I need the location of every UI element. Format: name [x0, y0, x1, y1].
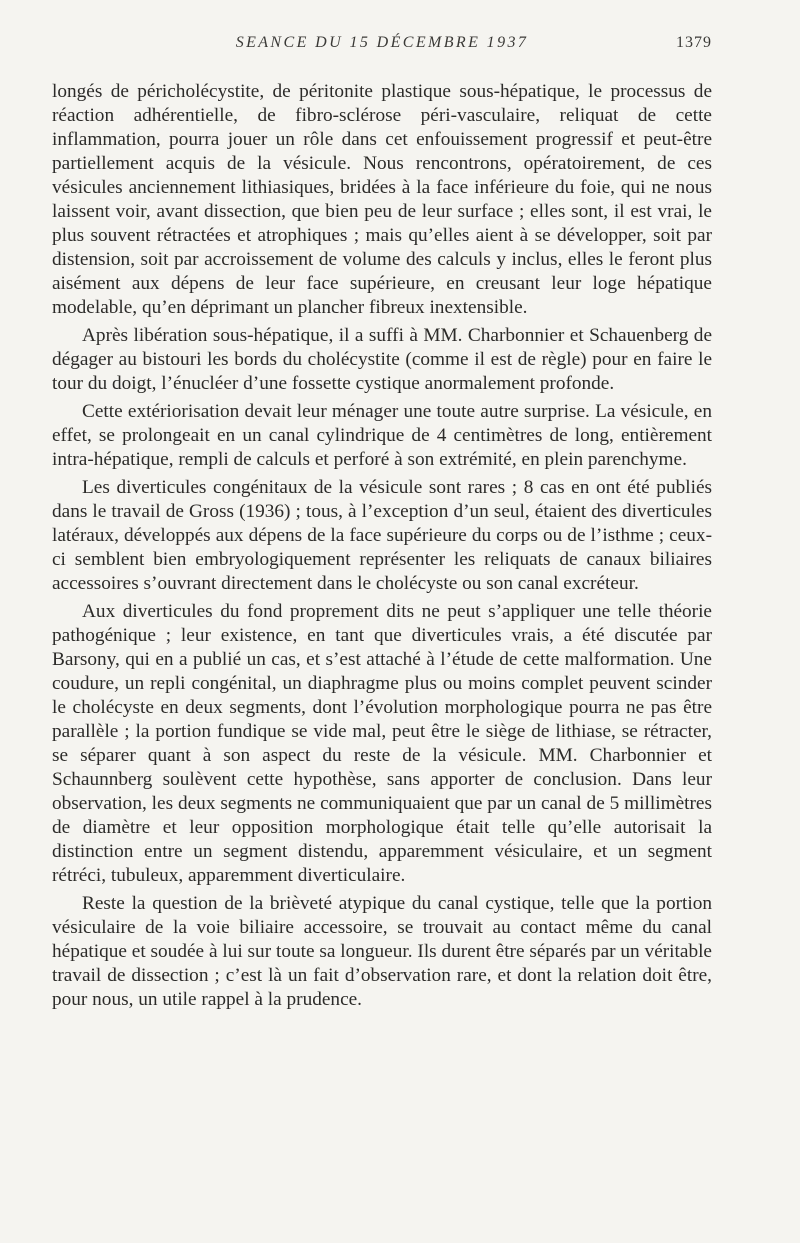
paragraph-5: Aux diverticules du fond proprement dits ne peut s’appliquer une telle théorie pathogénique ; leur existence, en tant que diverticules vrais, a été discutée par Barsony, qui en a publié un cas, et s’est attaché à l’étude de cette malformation. Une coudure, un repli congénital, un diaphragme plus ou moins complet peuvent scinder le cholécyste en deux segments, dont l’évolution morphologique pourra ne pas être parallèle ; la portion fundique se vide mal, peut être le siège de lithiase, se rétracter, se séparer quant à son aspect du reste de la vésicule. MM. Charbonnier et Schaunnberg soulèvent cette hypothèse, sans apporter de conclusion. Dans leur observation, les deux segments ne communiquaient que par un canal de 5 millimètres de diamètre et leur opposition morphologique était telle qu’elle autorisait la distinction entre un segment distendu, apparemment vésiculaire, et un segment rétréci, tubuleux, apparemment diverticulaire.: [52, 601, 712, 886]
body-text: [52, 80, 712, 1016]
paragraph-3: Cette extériorisation devait leur ménager une toute autre surprise. La vésicule, en effet, se prolongeait en un canal cylindrique de 4 centimètres de long, entièrement intra-hépatique, rempli de calculs et perforé à son extrémité, en plein parenchyme.: [52, 401, 712, 470]
running-title: SEANCE DU 15 DÉCEMBRE 1937: [235, 34, 529, 51]
running-header: [52, 34, 712, 60]
paragraph-1: longés de péricholécystite, de péritonite plastique sous-hépatique, le processus de réaction adhérentielle, de fibro-sclérose péri-vasculaire, reliquat de cette inflammation, pourra jouer un rôle dans cet enfouissement progressif et peut-être partiellement acquis de la vésicule. Nous rencontrons, opératoirement, de ces vésicules anciennement lithiasiques, bridées à la face inférieure du foie, qui ne nous laissent voir, avant dissection, que bien peu de leur surface ; elles sont, il est vrai, le plus souvent rétractées et atrophiques ; mais qu’elles aient à se développer, soit par distension, soit par accroissement de volume des calculs y inclus, elles le feront plus aisément aux dépens de leur face supérieure, en creusant leur loge hépatique modelable, qu’en déprimant un plancher fibreux inextensible.: [52, 81, 712, 318]
paragraph-6: Reste la question de la brièveté atypique du canal cystique, telle que la portion vésiculaire de la voie biliaire accessoire, se trouvait au contact même du canal hépatique et soudée à lui sur toute sa longueur. Ils durent être séparés par un véritable travail de dissection ; c’est là un fait d’observation rare, et dont la relation doit être, pour nous, un utile rappel à la prudence.: [52, 893, 712, 1010]
page-number: 1379: [676, 34, 712, 51]
paragraph-2: Après libération sous-hépatique, il a suffi à MM. Charbonnier et Schauenberg de dégager au bistouri les bords du cholécystite (comme il est de règle) pour en faire le tour du doigt, l’énucléer d’une fossette cystique anormalement profonde.: [52, 325, 712, 394]
paragraph-4: Les diverticules congénitaux de la vésicule sont rares ; 8 cas en ont été publiés dans le travail de Gross (1936) ; tous, à l’exception d’un seul, étaient des diverticules latéraux, développés aux dépens de la face supérieure du corps ou de l’isthme ; ceux-ci semblent bien embryologiquement représenter les reliquats de canaux biliaires accessoires s’ouvrant directement dans le cholécyste ou son canal excréteur.: [52, 477, 712, 594]
